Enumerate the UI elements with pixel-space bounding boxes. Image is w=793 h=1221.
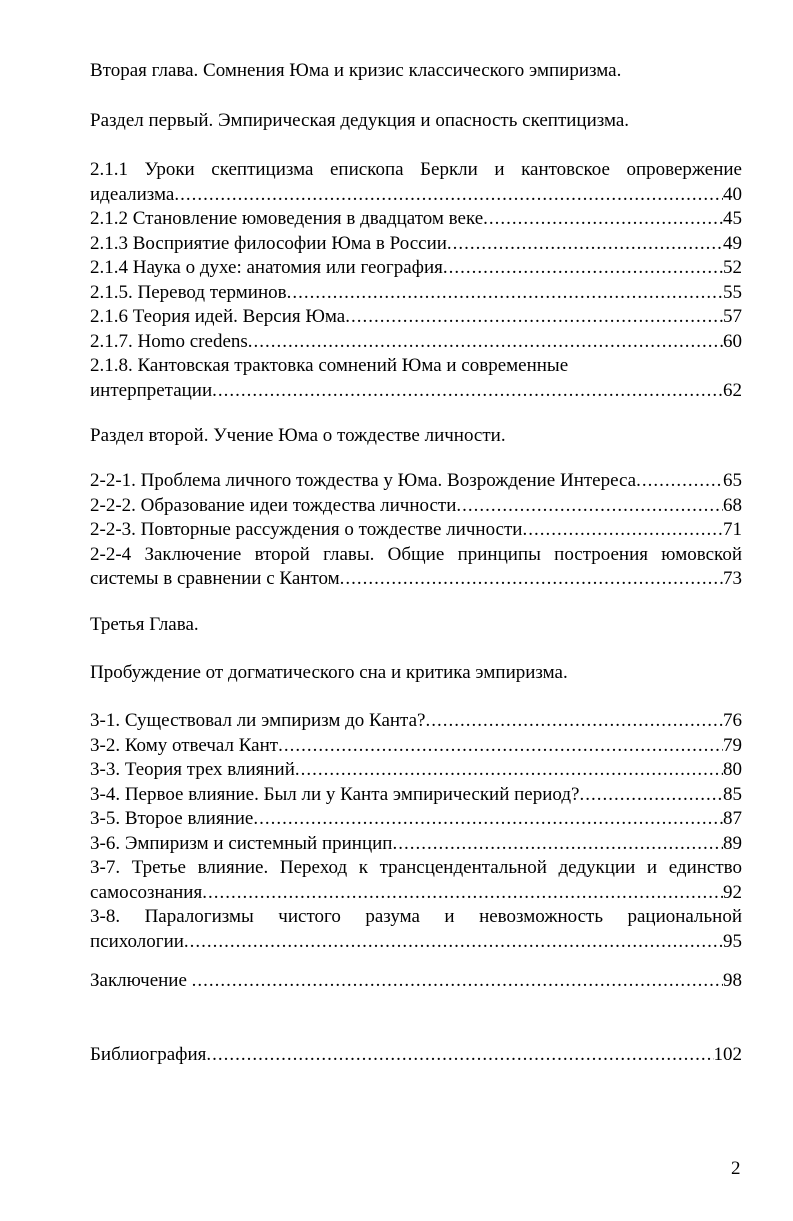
toc-entry-page: 102: [713, 1044, 742, 1065]
dot-leader: [447, 232, 723, 257]
toc-entry[interactable]: [90, 183, 742, 208]
section2-title: Раздел второй. Учение Юма о тождестве личности.: [90, 425, 506, 446]
toc-entry[interactable]: [90, 783, 742, 808]
toc-entry-page: 73: [723, 568, 742, 589]
dot-leader: [345, 305, 723, 330]
chapter3-title: Третья Глава.: [90, 614, 199, 635]
dot-leader: [248, 330, 723, 355]
dot-leader: [253, 807, 723, 832]
toc-entry-page: 57: [723, 306, 742, 327]
toc-entry-line1-text: 2.1.8. Кантовская трактовка сомнений Юма и современные: [90, 355, 569, 376]
toc-entry-page: 89: [723, 832, 742, 854]
toc-entry-line1: [90, 354, 742, 379]
dot-leader: [287, 281, 723, 306]
toc-conclusion: [90, 969, 742, 994]
toc-entry-title: 3-2. Кому отвечал Кант: [90, 734, 279, 756]
toc-entry-title: 2.1.7. Homo credens: [90, 330, 248, 352]
section1-title: Раздел первый. Эмпирическая дедукция и опасность скептицизма.: [90, 110, 630, 131]
toc-entry-title: 3-4. Первое влияние. Был ли у Канта эмпирический период?: [90, 783, 580, 805]
toc-entry[interactable]: [90, 469, 742, 494]
toc-entry-line1: 2-2-4 Заключение второй главы. Общие принципы построения юмовской: [90, 543, 742, 565]
toc-entry-title: 2.1.2 Становление юмоведения в двадцатом веке: [90, 208, 484, 229]
dot-leader: [425, 709, 723, 734]
toc-entry[interactable]: [90, 518, 742, 543]
toc-section2-list: [90, 469, 742, 592]
dot-leader: [202, 881, 723, 906]
dot-leader: [579, 783, 723, 808]
dot-leader: [456, 494, 723, 519]
toc-entry-title: 3-6. Эмпиризм и системный принцип: [90, 832, 393, 854]
toc-entry-page: 45: [723, 208, 742, 229]
toc-entry[interactable]: [90, 930, 742, 955]
dot-leader: [278, 734, 723, 759]
toc-entry[interactable]: [90, 232, 742, 257]
toc-entry-page: 71: [723, 519, 742, 540]
toc-entry[interactable]: [90, 734, 742, 759]
chapter3-subtitle: Пробуждение от догматического сна и критика эмпиризма.: [90, 662, 568, 683]
toc-entry[interactable]: [90, 281, 742, 306]
toc-entry-title: 2.1.3 Восприятие философии Юма в России: [90, 232, 447, 254]
toc-entry-title: 2-2-3. Повторные рассуждения о тождестве личности: [90, 519, 523, 540]
toc-entry-page: 95: [723, 930, 742, 952]
toc-entry-title: самосознания: [90, 881, 203, 903]
dot-leader: [206, 1043, 713, 1068]
dot-leader: [483, 207, 723, 232]
toc-entry-title: 2.1.6 Теория идей. Версия Юма: [90, 306, 346, 327]
dot-leader: [522, 518, 723, 543]
toc-entry[interactable]: [90, 709, 742, 734]
toc-entry-page: 40: [723, 183, 742, 205]
toc-entry-title: Заключение: [90, 970, 192, 991]
dot-leader: [392, 832, 723, 857]
toc-entry[interactable]: [90, 969, 742, 994]
toc-entry-page: 60: [723, 330, 742, 352]
toc-entry-title: 3-5. Второе влияние: [90, 808, 254, 829]
toc-entry-page: 49: [723, 232, 742, 254]
dot-leader: [295, 758, 723, 783]
toc-entry-page: 80: [723, 759, 742, 780]
toc-entry[interactable]: [90, 330, 742, 355]
toc-entry-title: идеализма: [90, 183, 175, 205]
toc-entry[interactable]: [90, 305, 742, 330]
toc-entry-page: 52: [723, 257, 742, 278]
toc-entry-page: 87: [723, 808, 742, 829]
toc-entry-title: 2.1.4 Наука о духе: анатомия или география: [90, 257, 443, 278]
toc-entry-line1: 2.1.1 Уроки скептицизма епископа Беркли и кантовское опровержение: [90, 159, 742, 180]
toc-entry-title: психологии: [90, 930, 184, 952]
toc-entry[interactable]: [90, 807, 742, 832]
toc-bibliography: [90, 1043, 742, 1068]
toc-entry[interactable]: [90, 881, 742, 906]
toc-entry-title: 3-1. Существовал ли эмпиризм до Канта?: [90, 710, 426, 731]
toc-entry[interactable]: [90, 494, 742, 519]
toc-entry-title: 2-2-1. Проблема личного тождества у Юма. Возрождение Интереса: [90, 470, 637, 491]
toc-entry-page: 85: [723, 783, 742, 805]
toc-entry-page: 68: [723, 494, 742, 516]
toc-entry[interactable]: [90, 256, 742, 281]
toc-entry[interactable]: [90, 567, 742, 592]
toc-entry-title: 2.1.5. Перевод терминов: [90, 281, 287, 303]
toc-entry-page: 98: [723, 970, 742, 991]
toc-entry-line1: 3-7. Третье влияние. Переход к трансцендентальной дедукции и единство: [90, 857, 742, 878]
toc-entry[interactable]: [90, 1043, 742, 1068]
toc-entry-title: Библиография: [90, 1044, 207, 1065]
dot-leader: [184, 930, 723, 955]
dot-leader: [212, 379, 723, 404]
toc-chapter3-list: [90, 709, 742, 954]
toc-entry-page: 76: [723, 710, 742, 731]
dot-leader: [636, 469, 723, 494]
toc-entry-page: 92: [723, 881, 742, 903]
toc-entry-page: 79: [723, 734, 742, 756]
toc-entry-title: системы в сравнении с Кантом: [90, 568, 340, 589]
toc-entry-page: 55: [723, 281, 742, 303]
toc-entry-title: 2-2-2. Образование идеи тождества личности: [90, 494, 457, 516]
toc-entry[interactable]: [90, 832, 742, 857]
dot-leader: [443, 256, 723, 281]
toc-entry-title: интерпретации: [90, 379, 213, 401]
toc-entry[interactable]: [90, 207, 742, 232]
dot-leader: [174, 183, 723, 208]
dot-leader: [192, 969, 723, 994]
toc-entry[interactable]: [90, 758, 742, 783]
toc-section1-list: [90, 158, 742, 403]
toc-entry-page: 65: [723, 470, 742, 491]
toc-entry-line1: 3-8. Паралогизмы чистого разума и невозможность рациональной: [90, 906, 742, 927]
toc-entry-page: 62: [723, 379, 742, 401]
dot-leader: [340, 567, 723, 592]
toc-entry[interactable]: [90, 379, 742, 404]
toc-entry-title: 3-3. Теория трех влияний: [90, 759, 295, 780]
page-number: 2: [731, 1158, 741, 1179]
chapter2-title: Вторая глава. Сомнения Юма и кризис классического эмпиризма.: [90, 60, 622, 81]
